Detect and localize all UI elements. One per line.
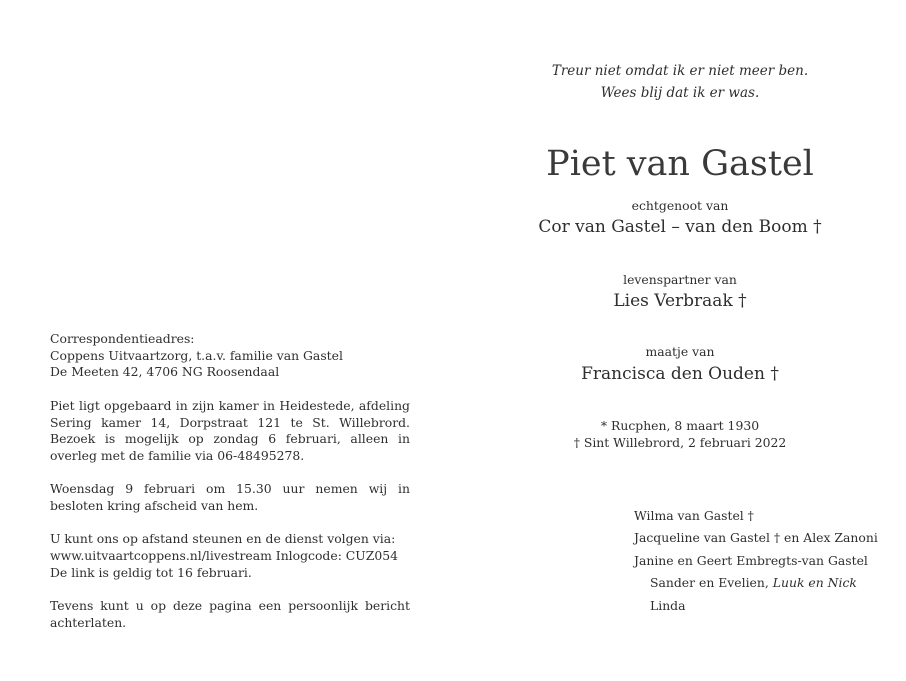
spouse-name: Cor van Gastel – van den Boom †: [538, 217, 822, 237]
great-grandchildren-names: Luuk en Nick: [772, 575, 857, 591]
farewell-paragraph: Woensdag 9 februari om 15.30 uur nemen wij in besloten kring afscheid van hem.: [50, 481, 410, 513]
friend-label: maatje van: [645, 344, 715, 359]
spouse-label: echtgenoot van: [631, 198, 729, 213]
memorial-quote: [480, 60, 880, 104]
correspondence-address: [50, 331, 410, 381]
family-list: [634, 505, 878, 617]
death-date: † Sint Willebrord, 2 februari 2022: [573, 435, 787, 450]
friend-name: Francisca den Ouden †: [581, 364, 779, 384]
livestream-intro: U kunt ons op afstand steunen en de dienst volgen via:: [50, 531, 396, 547]
livestream-url: www.uitvaartcoppens.nl/livestream Inlogcode: CUZ054: [50, 548, 398, 564]
address-heading: Correspondentieadres:: [50, 331, 195, 346]
address-company: Coppens Uitvaartzorg, t.a.v. familie van Gastel: [50, 347, 343, 363]
left-column: [50, 331, 410, 648]
birth-date: * Rucphen, 8 maart 1930: [600, 418, 760, 433]
quote-line-2: Wees blij dat ik er was.: [600, 85, 760, 101]
message-paragraph: Tevens kunt u op deze pagina een persoonlijk bericht achterlaten.: [50, 598, 410, 630]
livestream-paragraph: [50, 531, 410, 581]
family-member: Jacqueline van Gastel † en Alex Zanoni: [634, 530, 878, 546]
deceased-name: Piet van Gastel: [546, 144, 814, 184]
viewing-paragraph: Piet ligt opgebaard in zijn kamer in Heidestede, afdeling Sering kamer 14, Dorpstraat 121 te St. Willebrord. Bezoek is mogelijk op zondag 6 februari, alleen in overleg met de familie via 06-48495278.: [50, 397, 410, 463]
family-member: Janine en Geert Embregts-van Gastel: [634, 552, 868, 568]
grandchildren-row: [634, 572, 878, 594]
partner-label: levenspartner van: [623, 272, 737, 287]
family-member: Wilma van Gastel †: [634, 508, 754, 523]
grandchildren-names: Sander en Evelien,: [650, 575, 769, 591]
quote-line-1: Treur niet omdat ik er niet meer ben.: [551, 63, 809, 79]
livestream-validity: De link is geldig tot 16 februari.: [50, 564, 252, 580]
address-street: De Meeten 42, 4706 NG Roosendaal: [50, 364, 280, 380]
partner-name: Lies Verbraak †: [613, 291, 747, 311]
family-member: Linda: [650, 597, 686, 613]
